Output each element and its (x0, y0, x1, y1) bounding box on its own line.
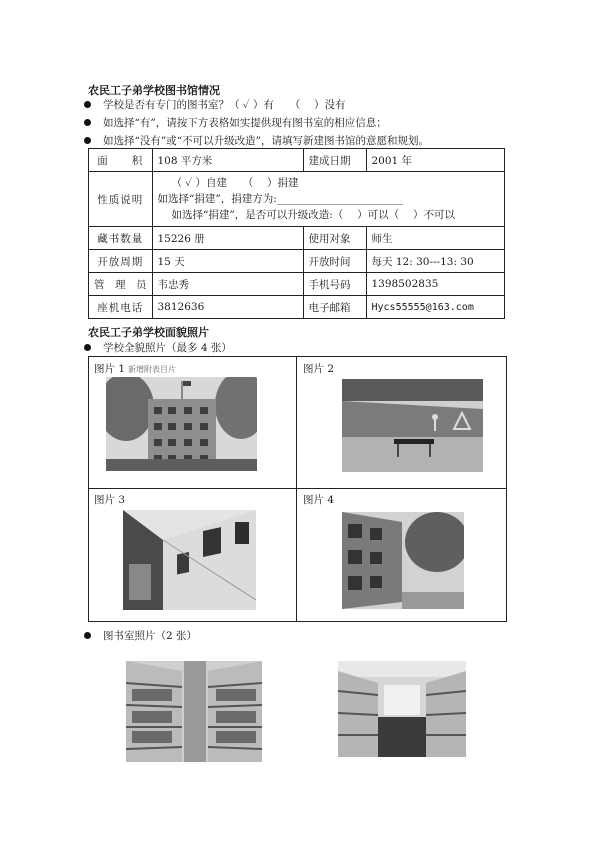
bullet-icon (84, 119, 91, 126)
table-row (89, 250, 505, 273)
area-value: 108 平方米 (152, 149, 303, 172)
photo-1-school-building (106, 377, 257, 471)
photo-3-caption: 图片 3 (94, 494, 126, 506)
built-date-label: 建成日期 (303, 149, 366, 172)
photo-4-building-corridor (342, 512, 464, 609)
nature-line-1: （ ✓ ）自建 （ ）捐建 (171, 177, 299, 189)
table-row (89, 172, 505, 227)
mobile-label: 手机号码 (303, 273, 366, 296)
bullet-icon (84, 101, 91, 108)
instruction-no: 如选择“没有”或“不可以升级改造”，请填写新建图书馆的意愿和规划。 (84, 133, 429, 148)
mobile-value: 1398502835 (366, 273, 505, 296)
phone-value: 3812636 (152, 296, 303, 319)
bullet-icon (84, 632, 91, 639)
library-photos-heading: 图书室照片（2 张） (84, 628, 197, 643)
grid-divider (89, 488, 506, 489)
bullet-icon (84, 137, 91, 144)
library-section-title: 农民工子弟学校图书馆情况 (88, 84, 220, 97)
email-value: Hycs55555@163.com (366, 296, 505, 319)
photo-2-caption: 图片 2 (303, 363, 335, 375)
campus-photo-grid (88, 356, 507, 622)
instruction-yes: 如选择“有”，请按下方表格如实提供现有图书室的相应信息； (84, 115, 387, 130)
manager-value: 韦忠秀 (152, 273, 303, 296)
hours-label: 开放时间 (303, 250, 366, 273)
nature-label: 性质说明 (89, 172, 153, 227)
photo-3-interior-wall (123, 510, 256, 610)
photo-2-playground (342, 379, 483, 472)
manager-label: 管 理 员 (89, 273, 153, 296)
area-label: 面 积 (89, 149, 153, 172)
bullet-icon (84, 344, 91, 351)
books-label: 藏书数量 (89, 227, 153, 250)
grid-divider (296, 357, 297, 621)
library-photo-1-shelves (126, 661, 262, 762)
photo-4-caption: 图片 4 (303, 494, 335, 506)
photos-section-title: 农民工子弟学校面貌照片 (88, 326, 209, 339)
photo-1-caption: 图片 1 新增附表目片 (94, 363, 177, 375)
campus-photos-heading: 学校全貌照片（最多 4 张） (84, 340, 232, 355)
photo-1-note: 新增附表目片 (128, 365, 177, 374)
library-info-table (88, 148, 505, 319)
table-row (89, 227, 505, 250)
nature-cell (152, 172, 505, 227)
cycle-value: 15 天 (152, 250, 303, 273)
email-label: 电子邮箱 (303, 296, 366, 319)
users-value: 师生 (366, 227, 505, 250)
cycle-label: 开放周期 (89, 250, 153, 273)
hours-value: 每天 12: 30---13: 30 (366, 250, 505, 273)
users-label: 使用对象 (303, 227, 366, 250)
phone-label: 座机电话 (89, 296, 153, 319)
built-date-value: 2001 年 (366, 149, 505, 172)
nature-line-3: 如选择“捐建”，是否可以升级改造:（ ）可以（ ）不可以 (171, 209, 455, 221)
books-value: 15226 册 (152, 227, 303, 250)
table-row (89, 296, 505, 319)
table-row (89, 149, 505, 172)
question-has-library: 学校是否有专门的图书室？（ ✓ ）有 （ ）没有 (84, 97, 346, 112)
table-row (89, 273, 505, 296)
nature-line-2: 如选择“捐建”，捐建方为:________________________ (157, 193, 403, 205)
library-photo-2-reading-room (338, 661, 466, 757)
